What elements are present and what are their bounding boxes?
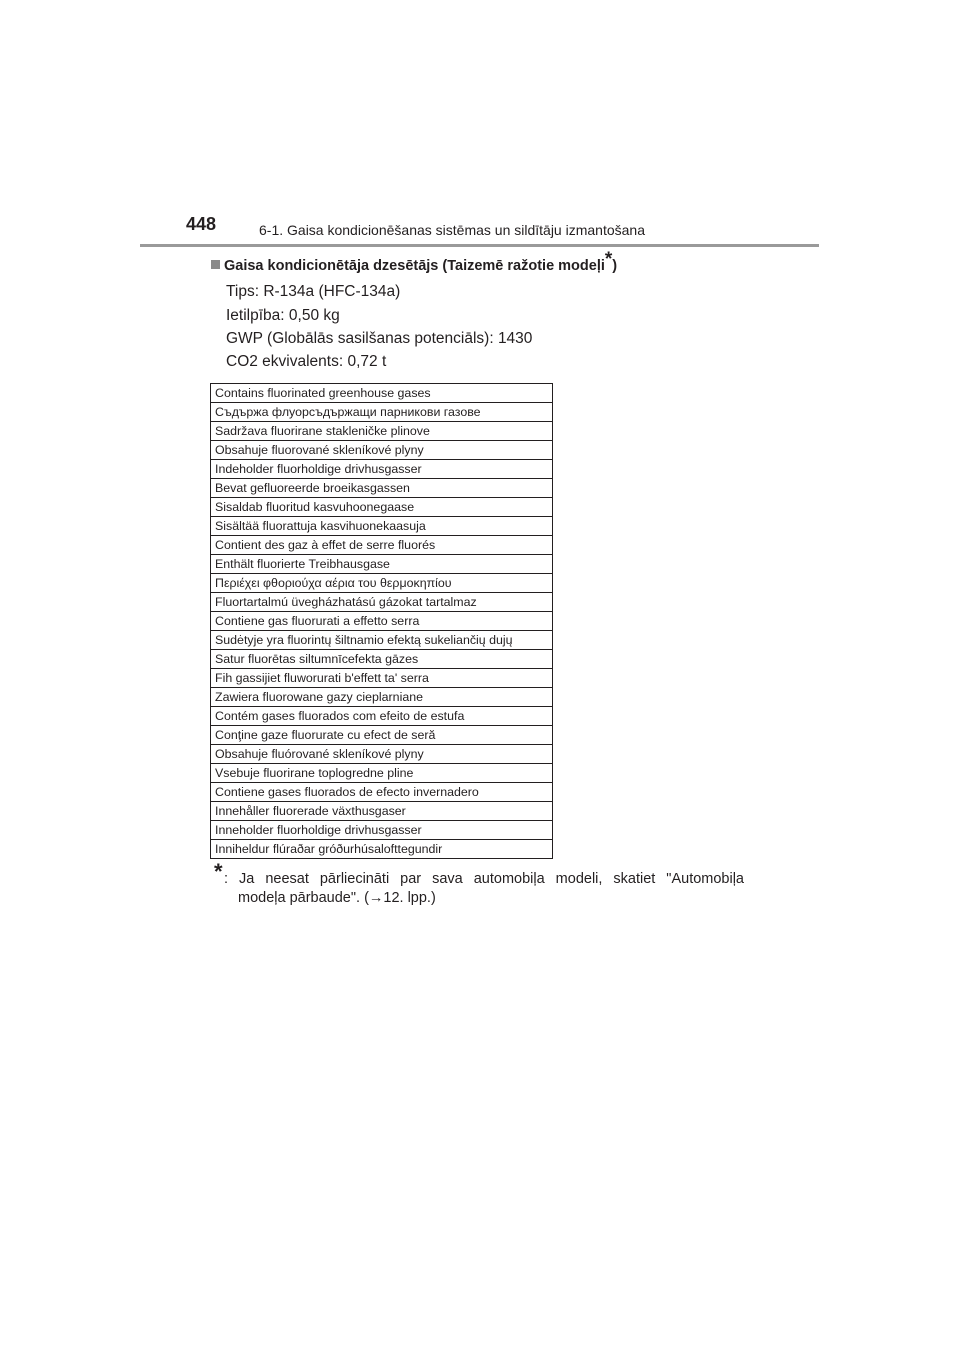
table-row bbox=[211, 707, 553, 726]
table-row bbox=[211, 726, 553, 745]
table-cell: Sisältää fluorattuja kasvihuonekaasuja bbox=[211, 517, 553, 536]
header-rule bbox=[140, 244, 819, 247]
table-cell: Съдържа флуорсъдържащи парникови газове bbox=[211, 403, 553, 422]
heading-close-paren: ) bbox=[612, 258, 618, 274]
table-row bbox=[211, 631, 553, 650]
table-row bbox=[211, 498, 553, 517]
table-cell: Enthält fluorierte Treibhausgase bbox=[211, 555, 553, 574]
spec-gwp: GWP (Globālās sasilšanas potenciāls): 1430 bbox=[226, 330, 533, 347]
table-row bbox=[211, 574, 553, 593]
table-cell: Contiene gas fluorurati a effetto serra bbox=[211, 612, 553, 631]
table-cell: Contains fluorinated greenhouse gases bbox=[211, 384, 553, 403]
table-row bbox=[211, 612, 553, 631]
table-cell: Fluortartalmú üvegházhatású gázokat tartalmaz bbox=[211, 593, 553, 612]
fluorinated-gases-table bbox=[210, 383, 553, 859]
table-row bbox=[211, 669, 553, 688]
table-row bbox=[211, 783, 553, 802]
table-cell: Sadržava fluorirane stakleničke plinove bbox=[211, 422, 553, 441]
table-cell: Zawiera fluorowane gazy cieplarniane bbox=[211, 688, 553, 707]
table-cell: Obsahuje fluórované skleníkové plyny bbox=[211, 745, 553, 764]
table-row bbox=[211, 555, 553, 574]
table-cell: Contiene gases fluorados de efecto invernadero bbox=[211, 783, 553, 802]
spec-type: Tips: R-134a (HFC-134a) bbox=[226, 283, 401, 300]
table-cell: Obsahuje fluorované skleníkové plyny bbox=[211, 441, 553, 460]
table-row bbox=[211, 802, 553, 821]
table-cell: Contient des gaz à effet de serre fluorés bbox=[211, 536, 553, 555]
table-cell: Fih gassijiet fluworurati b'effett ta' serra bbox=[211, 669, 553, 688]
table-row bbox=[211, 745, 553, 764]
table-row bbox=[211, 593, 553, 612]
spec-co2: CO2 ekvivalents: 0,72 t bbox=[226, 353, 387, 370]
section-heading bbox=[211, 249, 618, 274]
table-cell: Innehåller fluorerade växthusgaser bbox=[211, 802, 553, 821]
table-row bbox=[211, 460, 553, 479]
footnote-line-1: : Ja neesat pārliecināti par sava automobiļa modeli, skatiet "Automobiļa bbox=[224, 871, 744, 887]
chapter-title: 6-1. Gaisa kondicionēšanas sistēmas un sildītāju izmantošana bbox=[259, 222, 645, 238]
table-cell: Satur fluorētas siltumnīcefekta gāzes bbox=[211, 650, 553, 669]
table-cell: Sudėtyje yra fluorintų šiltnamio efektą sukeliančių dujų bbox=[211, 631, 553, 650]
table-row bbox=[211, 441, 553, 460]
table-row bbox=[211, 840, 553, 859]
table-row bbox=[211, 479, 553, 498]
table-cell: Bevat gefluoreerde broeikasgassen bbox=[211, 479, 553, 498]
table-cell: Sisaldab fluoritud kasvuhoonegaase bbox=[211, 498, 553, 517]
table-row bbox=[211, 821, 553, 840]
table-row bbox=[211, 384, 553, 403]
table-row bbox=[211, 536, 553, 555]
section-heading-text: Gaisa kondicionētāja dzesētājs (Taizemē ražotie modeļi bbox=[224, 258, 605, 274]
page-number: 448 bbox=[186, 214, 217, 234]
table-cell: Indeholder fluorholdige drivhusgasser bbox=[211, 460, 553, 479]
footnote-line-2: modeļa pārbaude". (→12. lpp.) bbox=[238, 890, 436, 906]
table-row bbox=[211, 517, 553, 536]
table-cell: Contém gases fluorados com efeito de estufa bbox=[211, 707, 553, 726]
table-cell: Conţine gaze fluorurate cu efect de seră bbox=[211, 726, 553, 745]
table-cell: Περιέχει φθοριούχα αέρια του θερμοκηπίου bbox=[211, 574, 553, 593]
heading-footnote-marker: * bbox=[604, 249, 613, 270]
table-row bbox=[211, 650, 553, 669]
square-bullet-icon bbox=[211, 260, 220, 269]
table-row bbox=[211, 422, 553, 441]
table-row bbox=[211, 688, 553, 707]
table-row bbox=[211, 403, 553, 422]
table-cell: Vsebuje fluorirane toplogredne pline bbox=[211, 764, 553, 783]
table-row bbox=[211, 764, 553, 783]
footnote-marker: * bbox=[214, 859, 223, 884]
table-cell: Inniheldur flúraðar gróðurhúsalofttegundir bbox=[211, 840, 553, 859]
table-cell: Inneholder fluorholdige drivhusgasser bbox=[211, 821, 553, 840]
spec-capacity: Ietilpība: 0,50 kg bbox=[226, 307, 340, 324]
